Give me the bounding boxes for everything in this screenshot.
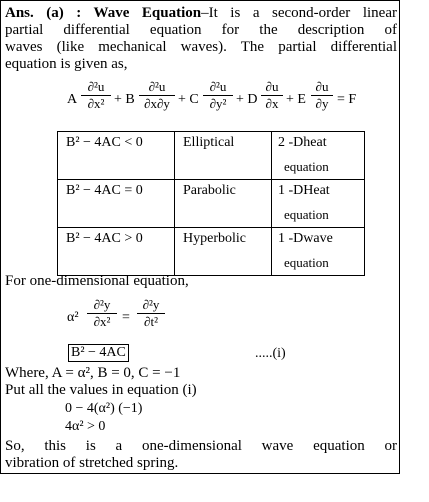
table-cell-condition: B² − 4AC > 0 <box>58 228 175 276</box>
one-dim-heading: For one-dimensional equation, <box>5 273 189 289</box>
table-cell-equation: 2 -Dheat equation <box>272 132 365 180</box>
step-2: 4α² > 0 <box>65 419 106 434</box>
intro-line-4: equation is given as, <box>5 56 128 72</box>
rhs: = F <box>337 92 357 107</box>
intro-line-2: partial differential equation for the description of <box>5 22 397 38</box>
table-cell-equation: 1 -DHeat equation <box>272 180 365 228</box>
table-cell-condition: B² − 4AC = 0 <box>58 180 175 228</box>
table-cell-equation: 1 -Dwave equation <box>272 228 365 276</box>
conclusion-line-1: So, this is a one-dimensional wave equation or <box>5 438 397 454</box>
classification-table <box>57 131 365 276</box>
coef-c: + C <box>178 92 199 107</box>
table-cell-condition: B² − 4AC < 0 <box>58 132 175 180</box>
table-row <box>58 132 365 180</box>
term-ux: ∂u ∂x <box>261 80 283 111</box>
conclusion-line-2: vibration of stretched spring. <box>5 455 179 471</box>
rhs-fraction: ∂²y ∂t² <box>137 298 165 329</box>
alpha-squared: α² <box>67 310 79 325</box>
equals-sign: = <box>122 310 130 325</box>
intro-line-3: waves (like mechanical waves). The partial differential <box>5 39 397 55</box>
table-row <box>58 180 365 228</box>
coef-b: + B <box>114 92 135 107</box>
table-cell-type: Hyperbolic <box>175 228 272 276</box>
table-row <box>58 228 365 276</box>
coef-a: A <box>67 92 78 107</box>
where-line: Where, A = α², B = 0, C = −1 <box>5 365 181 381</box>
answer-label: Ans. (a) : Wave Equation <box>5 5 202 21</box>
term-uxy: ∂²u ∂x∂y <box>139 80 175 111</box>
table-cell-type: Elliptical <box>175 132 272 180</box>
equation-ref: .....(i) <box>255 346 286 361</box>
put-values-line: Put all the values in equation (i) <box>5 382 197 398</box>
lhs-fraction: ∂²y ∂x² <box>87 298 117 329</box>
step-1: 0 − 4(α²) (−1) <box>65 401 143 416</box>
coef-e: + E <box>286 92 306 107</box>
term-uy: ∂u ∂y <box>311 80 333 111</box>
table-cell-type: Parabolic <box>175 180 272 228</box>
term-uxx: ∂²u ∂x² <box>81 80 111 111</box>
term-uyy: ∂²u ∂y² <box>203 80 233 111</box>
coef-d: + D <box>236 92 258 107</box>
discriminant-box: B² − 4AC <box>68 344 129 362</box>
intro-line-1: Ans. (a) : Wave Equation–It is a second-order linear <box>5 5 397 21</box>
